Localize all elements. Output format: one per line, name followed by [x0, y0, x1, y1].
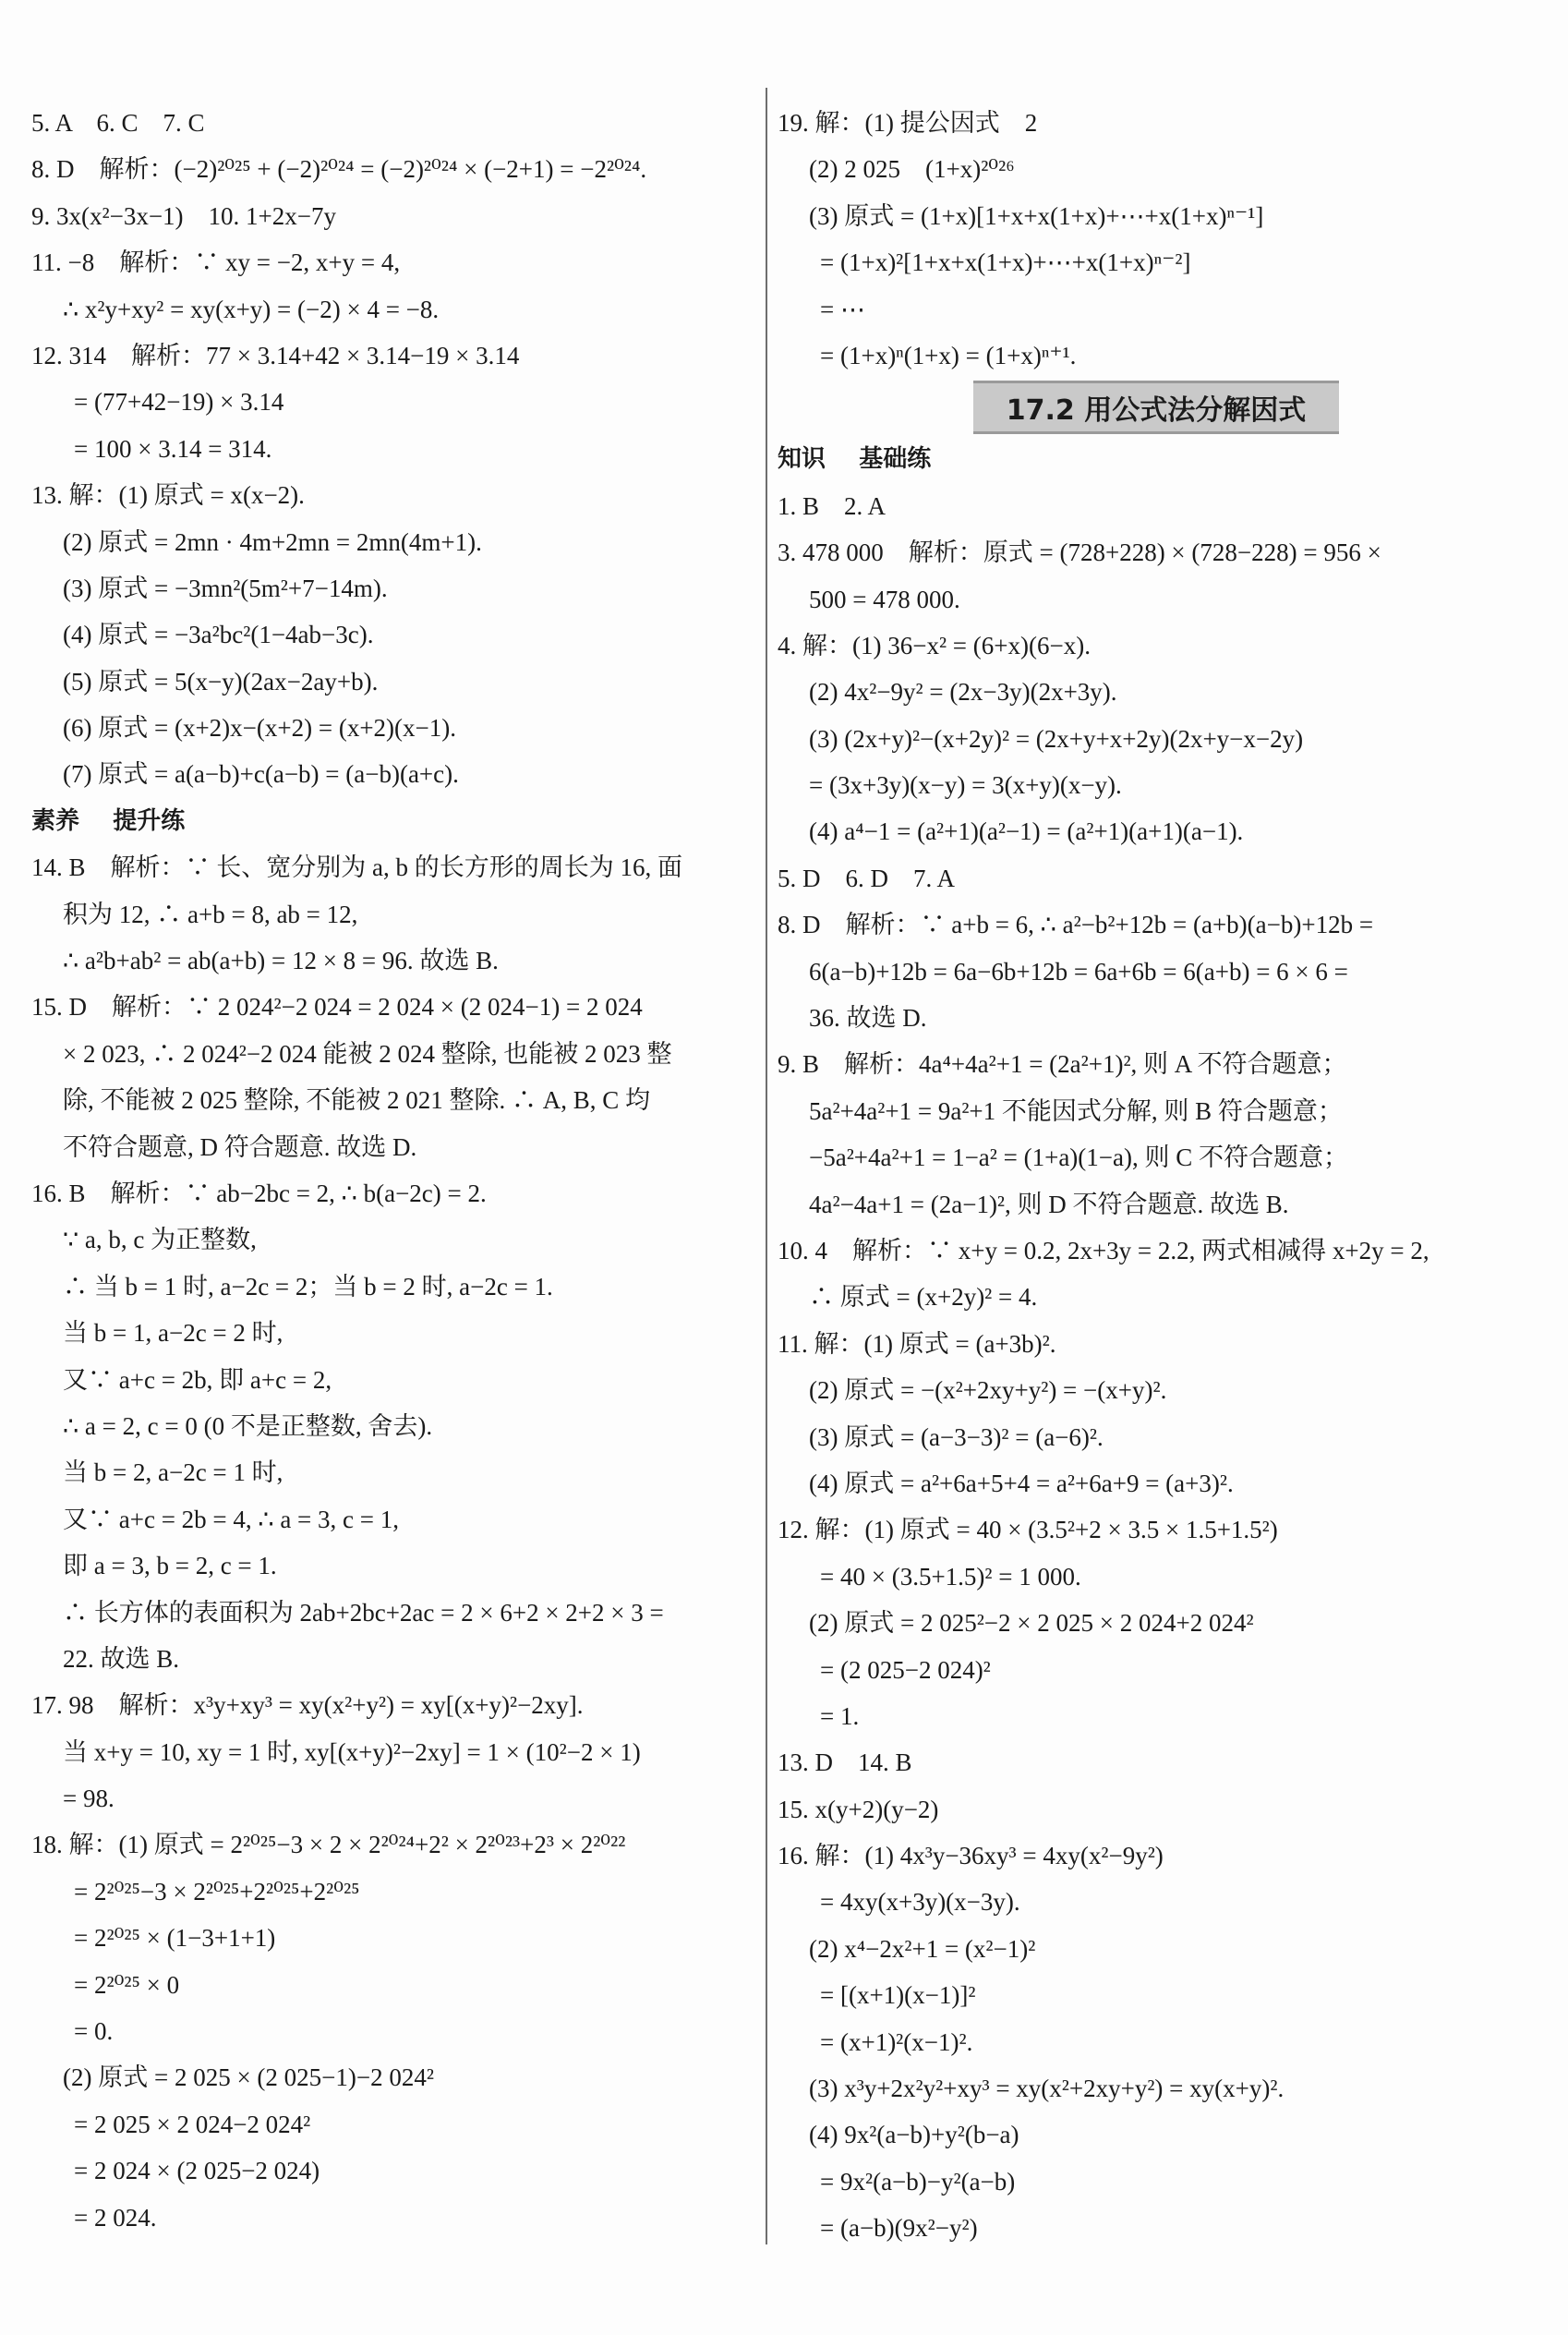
answer-line: (6) 原式 = (x+2)x−(x+2) = (x+2)(x−1).	[63, 714, 457, 743]
exercise-19-block	[778, 100, 1535, 379]
answer-line: = (1+x)²[1+x+x(1+x)+⋯+x(1+x)ⁿ⁻²]	[820, 248, 1191, 277]
answer-line: 15. D 解析：∵ 2 024²−2 024 = 2 024 × (2 024−1) = 2 024	[31, 993, 643, 1022]
answer-line: 500 = 478 000.	[809, 585, 960, 613]
answer-line: ∴ x²y+xy² = xy(x+y) = (−2) × 4 = −8.	[63, 295, 440, 323]
answer-line: 8. D 解析：(−2)²⁰²⁵ + (−2)²⁰²⁴ = (−2)²⁰²⁴ × (−2+1) = −2²⁰²⁴.	[31, 155, 647, 184]
answer-line: ∴ 长方体的表面积为 2ab+2bc+2ac = 2 × 6+2 × 2+2 × 3 =	[63, 1598, 664, 1627]
answer-line: (2) 原式 = 2 025 × (2 025−1)−2 024²	[63, 2063, 434, 2092]
answer-line: = 2 024.	[74, 2203, 157, 2232]
section-banner-row	[778, 379, 1535, 436]
answer-line: = 2²⁰²⁵−3 × 2²⁰²⁵+2²⁰²⁵+2²⁰²⁵	[74, 1877, 360, 1906]
answer-line: = (x+1)²(x−1)².	[820, 2027, 973, 2056]
answer-line: = (3x+3y)(x−y) = 3(x+y)(x−y).	[809, 771, 1122, 800]
answer-line: 9. 3x(x²−3x−1) 10. 1+2x−7y	[31, 201, 336, 230]
answer-line: = 0.	[74, 2017, 114, 2046]
answer-line: 即 a = 3, b = 2, c = 1.	[63, 1552, 277, 1580]
answer-line: (2) 原式 = 2mn · 4m+2mn = 2mn(4m+1).	[63, 527, 482, 556]
answer-line: −5a²+4a²+1 = 1−a² = (1+a)(1−a), 则 C 不符合题意；	[809, 1143, 1348, 1172]
column-divider	[766, 88, 767, 2244]
answer-line: (2) 原式 = 2 025²−2 × 2 025 × 2 024+2 024²	[809, 1609, 1254, 1638]
answer-line: 4a²−4a+1 = (2a−1)², 则 D 不符合题意. 故选 B.	[809, 1190, 1289, 1218]
answer-line: 5. A 6. C 7. C	[31, 109, 205, 137]
answer-line: (4) 原式 = a²+6a+5+4 = a²+6a+9 = (a+3)².	[809, 1469, 1234, 1497]
answer-line: 又∵ a+c = 2b, 即 a+c = 2,	[63, 1365, 332, 1394]
answer-line: = 2 024 × (2 025−2 024)	[74, 2157, 320, 2185]
answer-line: 16. 解：(1) 4x³y−36xy³ = 4xy(x²−9y²)	[778, 1842, 1164, 1870]
left-column	[31, 100, 761, 2241]
answer-line: (3) 原式 = −3mn²(5m²+7−14m).	[63, 574, 388, 602]
answer-line: = 9x²(a−b)−y²(a−b)	[820, 2167, 1016, 2196]
answer-line: 11. −8 解析：∵ xy = −2, x+y = 4,	[31, 248, 401, 277]
answer-line: (2) 原式 = −(x²+2xy+y²) = −(x+y)².	[809, 1376, 1167, 1405]
answer-line: (3) 原式 = (a−3−3)² = (a−6)².	[809, 1422, 1104, 1451]
answer-line: 10. 4 解析：∵ x+y = 0.2, 2x+3y = 2.2, 两式相减得 x+2y = 2,	[778, 1236, 1429, 1264]
answer-line: 3. 478 000 解析：原式 = (728+228) × (728−228) = 956 ×	[778, 538, 1381, 567]
section-title: 17.2 用公式法分解因式	[973, 381, 1339, 434]
answer-line: 15. x(y+2)(y−2)	[778, 1795, 939, 1823]
section-heading: 素养 提升练	[31, 806, 186, 835]
answer-line: (5) 原式 = 5(x−y)(2ax−2ay+b).	[63, 667, 379, 696]
answer-line: (3) x³y+2x²y²+xy³ = xy(x²+2xy+y²) = xy(x+y)².	[809, 2075, 1285, 2103]
answer-line: = ⋯	[820, 295, 865, 323]
answer-line: 13. D 14. B	[778, 1748, 912, 1777]
answer-line: ∵ a, b, c 为正整数,	[63, 1226, 257, 1254]
section-heading: 知识 基础练	[778, 445, 932, 474]
answer-line: = 2²⁰²⁵ × 0	[74, 1970, 180, 1999]
answer-line: (4) 9x²(a−b)+y²(b−a)	[809, 2121, 1019, 2149]
answer-line: 18. 解：(1) 原式 = 2²⁰²⁵−3 × 2 × 2²⁰²⁴+2² × 2²⁰²³+2³ × 2²⁰²²	[31, 1831, 626, 1859]
answer-line: (2) 4x²−9y² = (2x−3y)(2x+3y).	[809, 678, 1117, 707]
answer-line: (2) 2 025 (1+x)²⁰²⁶	[809, 155, 1015, 184]
answer-line: = 2²⁰²⁵ × (1−3+1+1)	[74, 1924, 276, 1953]
answer-line: 17. 98 解析：x³y+xy³ = xy(x²+y²) = xy[(x+y)²−2xy].	[31, 1691, 584, 1720]
answer-line: (4) a⁴−1 = (a²+1)(a²−1) = (a²+1)(a+1)(a−1).	[809, 817, 1244, 846]
answer-line: ∴ 原式 = (x+2y)² = 4.	[809, 1283, 1038, 1312]
answer-line: 19. 解：(1) 提公因式 2	[778, 109, 1038, 137]
answer-line: = 98.	[63, 1785, 115, 1813]
answer-line: 36. 故选 D.	[809, 1004, 927, 1033]
answer-line: 当 b = 2, a−2c = 1 时,	[63, 1458, 283, 1487]
answer-line: 5a²+4a²+1 = 9a²+1 不能因式分解, 则 B 符合题意；	[809, 1096, 1343, 1125]
answer-line: (2) x⁴−2x²+1 = (x²−1)²	[809, 1934, 1036, 1963]
answer-line: = 40 × (3.5+1.5)² = 1 000.	[820, 1562, 1081, 1591]
answer-line: 积为 12, ∴ a+b = 8, ab = 12,	[63, 900, 358, 928]
right-column	[778, 100, 1535, 2252]
answer-line: = 100 × 3.14 = 314.	[74, 434, 272, 463]
answer-line: 6(a−b)+12b = 6a−6b+12b = 6a+6b = 6(a+b) = 6 × 6 =	[809, 957, 1348, 986]
answer-line: 不符合题意, D 符合题意. 故选 D.	[63, 1132, 417, 1161]
answer-line: = [(x+1)(x−1)]²	[820, 1981, 976, 2010]
answer-line: ∴ a²b+ab² = ab(a+b) = 12 × 8 = 96. 故选 B.	[63, 947, 499, 975]
answer-line: 5. D 6. D 7. A	[778, 864, 956, 892]
answer-line: = 1.	[820, 1701, 860, 1730]
answer-line: 又∵ a+c = 2b = 4, ∴ a = 3, c = 1,	[63, 1505, 399, 1533]
answer-line: ∴ 当 b = 1 时, a−2c = 2；当 b = 2 时, a−2c = 1.	[63, 1272, 553, 1301]
answer-line: 16. B 解析：∵ ab−2bc = 2, ∴ b(a−2c) = 2.	[31, 1179, 487, 1207]
answer-line: (3) (2x+y)²−(x+2y)² = (2x+y+x+2y)(2x+y−x−2y)	[809, 724, 1304, 753]
answer-line: = (2 025−2 024)²	[820, 1655, 991, 1684]
answer-line: 13. 解：(1) 原式 = x(x−2).	[31, 481, 305, 510]
answer-line: 22. 故选 B.	[63, 1644, 180, 1673]
answer-line: = (77+42−19) × 3.14	[74, 388, 284, 417]
answer-line: (7) 原式 = a(a−b)+c(a−b) = (a−b)(a+c).	[63, 760, 459, 789]
answer-line: 11. 解：(1) 原式 = (a+3b)².	[778, 1329, 1056, 1358]
answer-line: 除, 不能被 2 025 整除, 不能被 2 021 整除. ∴ A, B, C 均	[63, 1086, 651, 1115]
answer-line: 当 x+y = 10, xy = 1 时, xy[(x+y)²−2xy] = 1 × (10²−2 × 1)	[63, 1737, 641, 1766]
answer-line: 14. B 解析：∵ 长、宽分别为 a, b 的长方形的周长为 16, 面	[31, 853, 682, 882]
answer-line: ∴ a = 2, c = 0 (0 不是正整数, 舍去).	[63, 1411, 433, 1440]
answer-line: 当 b = 1, a−2c = 2 时,	[63, 1319, 283, 1348]
answer-line: 1. B 2. A	[778, 491, 887, 520]
answer-line: 12. 314 解析：77 × 3.14+42 × 3.14−19 × 3.14	[31, 341, 520, 369]
answer-line: = (1+x)ⁿ(1+x) = (1+x)ⁿ⁺¹.	[820, 341, 1077, 369]
answer-line: 4. 解：(1) 36−x² = (6+x)(6−x).	[778, 631, 1091, 659]
answer-line: 8. D 解析：∵ a+b = 6, ∴ a²−b²+12b = (a+b)(a−b)+12b =	[778, 911, 1374, 939]
answer-line: = (a−b)(9x²−y²)	[820, 2214, 978, 2243]
section-17-2-answers	[778, 436, 1535, 2251]
answer-line: × 2 023, ∴ 2 024²−2 024 能被 2 024 整除, 也能被 2 023 整	[63, 1039, 672, 1068]
answer-line: (4) 原式 = −3a²bc²(1−4ab−3c).	[63, 621, 374, 649]
answer-line: (3) 原式 = (1+x)[1+x+x(1+x)+⋯+x(1+x)ⁿ⁻¹]	[809, 201, 1264, 230]
answer-line: 12. 解：(1) 原式 = 40 × (3.5²+2 × 3.5 × 1.5+1.5²)	[778, 1516, 1278, 1544]
answer-line: = 4xy(x+3y)(x−3y).	[820, 1888, 1020, 1917]
answer-line: 9. B 解析：4a⁴+4a²+1 = (2a²+1)², 则 A 不符合题意；	[778, 1050, 1347, 1079]
answer-line: = 2 025 × 2 024−2 024²	[74, 2110, 311, 2138]
